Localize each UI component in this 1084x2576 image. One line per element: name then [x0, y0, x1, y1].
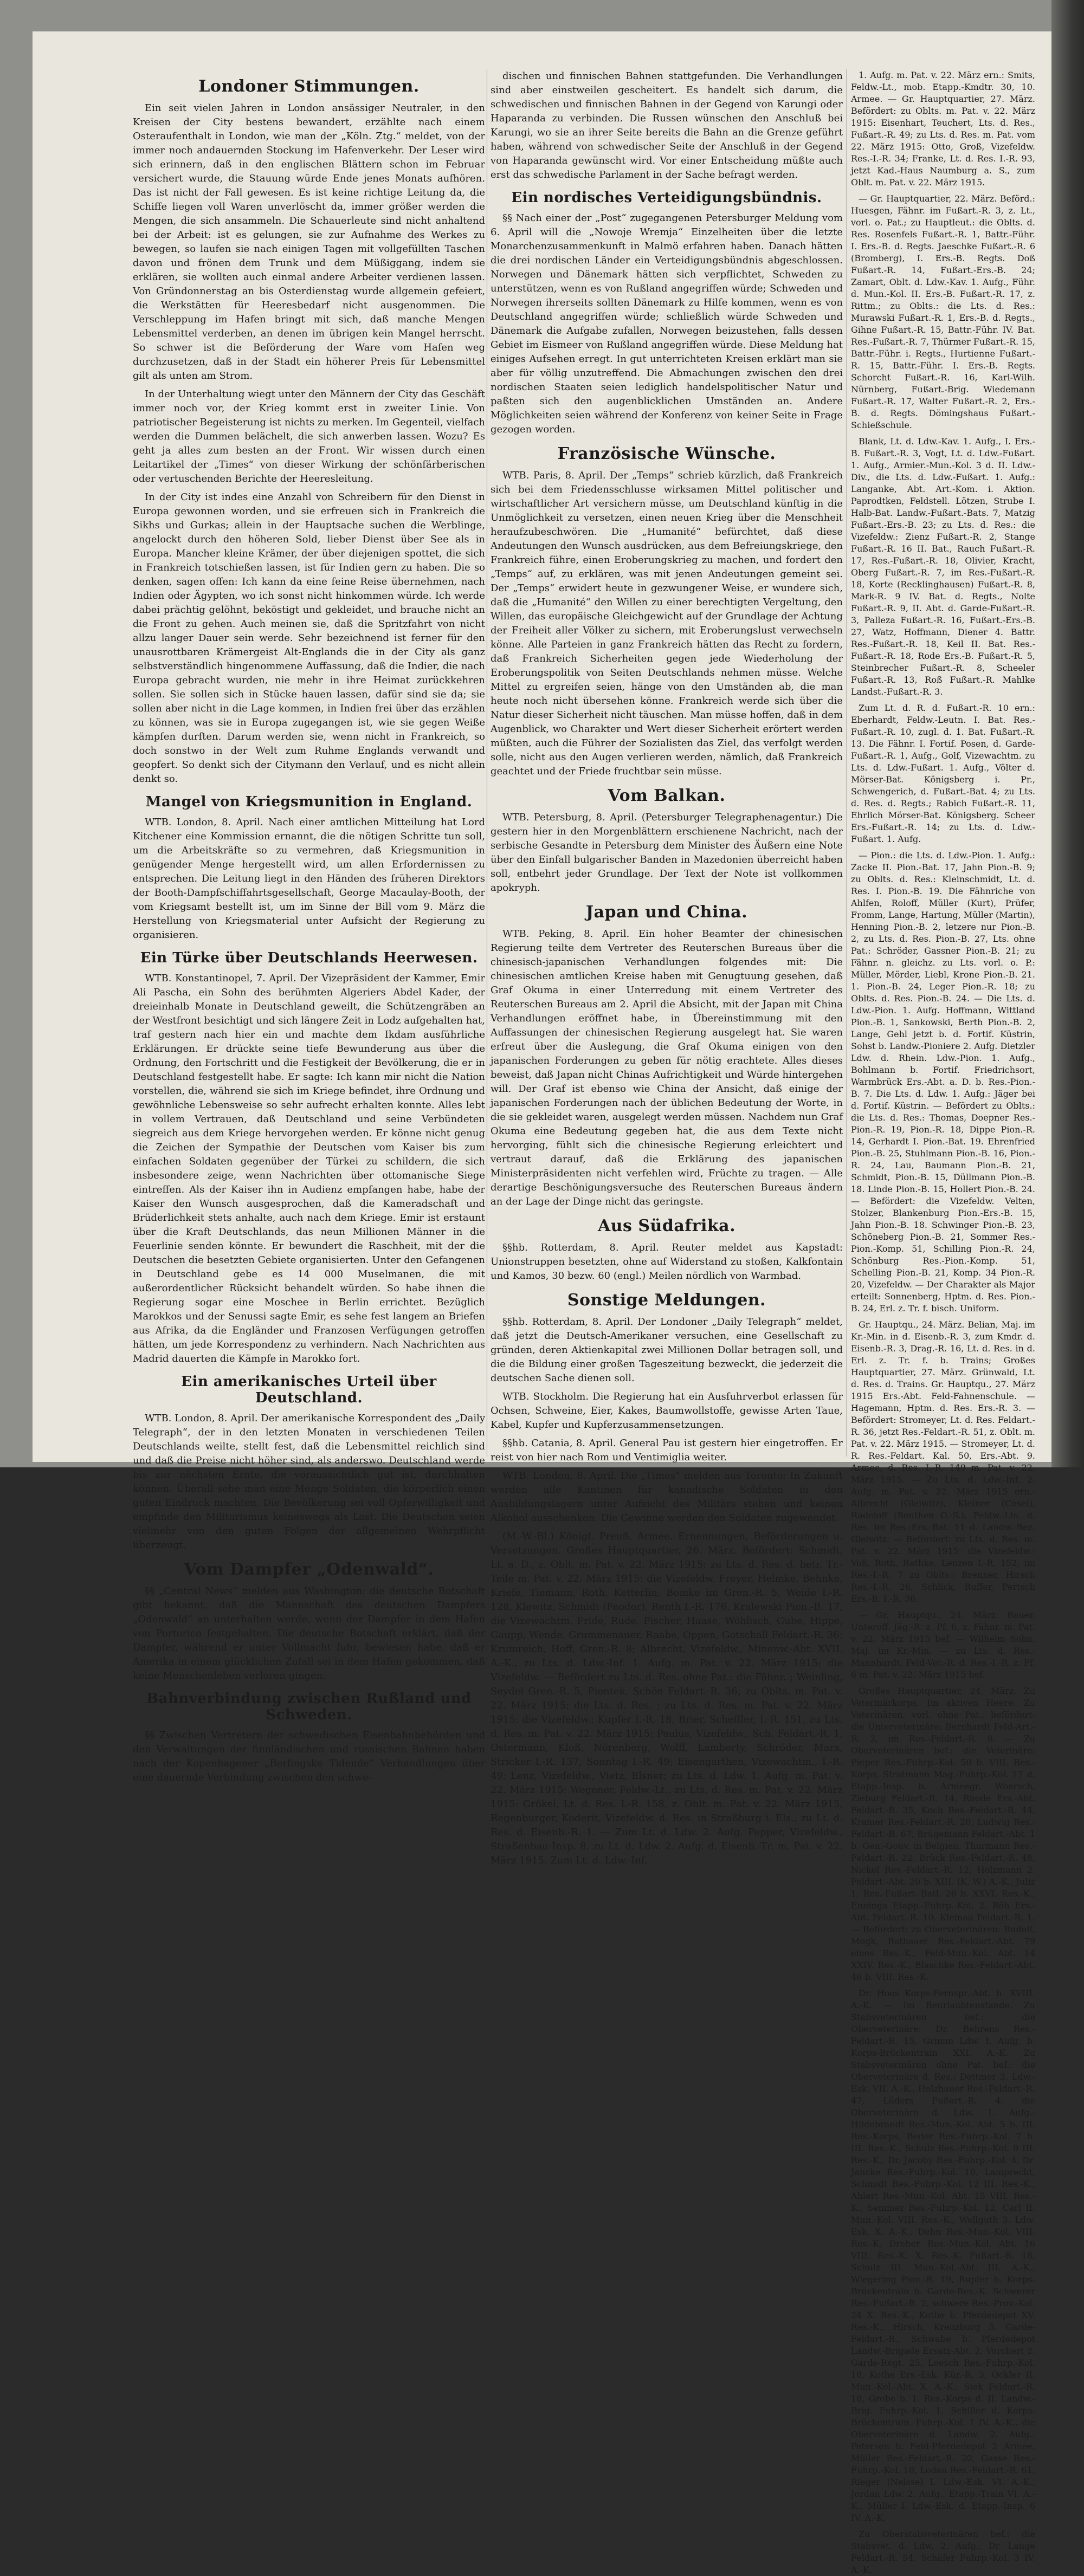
article-paragraph: §§ Zwischen Vertretern der schwedischen Eisenbahnbehörden und den Verwaltungen der finnländischen und russischen Bahnen haben nach der Kopenhagener „Berlingske Tidende“ Verhandlungen über eine dauernde Verbindung zwischen den schwe- [133, 1730, 485, 1783]
article-headline: Bahnverbindung zwischen Rußland und Schweden. [146, 1691, 472, 1723]
article-headline: Japan und China. [585, 903, 748, 922]
article-paragraph: Ein seit vielen Jahren in London ansässiger Neutraler, in den Kreisen der City bestens bewandert, erzählte nach einem Osteraufenthalt in London, wie man der „Köln. Ztg.“ meldet, von der immer noch andauernden Stockung im Hafenverkehr. Der Leser wird sich erinnern, daß in den englischen Blättern schon im Februar versichert wurde, die Stauung würde Ende jenes Monats aufhören. Das ist nicht der Fall gewesen. Es ist keine richtige Leitung da, die Schiffe liegen voll Waren unverlöscht da, immer größer werden die Mengen, die sich ansammeln. Die Schauerleute sind nicht anhaltend bei der Arbeit: ist es gelungen, sie zur Aufnahme des Werkes zu bewegen, so laufen sie nach einigen Tagen mit vollgefüllten Taschen davon und frönen dem Trunk und dem Müßiggang, indem sie erklären, sie wollten auch einmal andere Arbeiter verdienen lassen. Von Gründonnerstag an bis Osterdienstag wurde allgemein gefeiert, die Werkstätten für Heeresbedarf nicht ausgenommen. Die Verschleppung im Hafen bringt mit sich, daß manche Mengen Lebensmittel verderben, an denen im übrigen kein Mangel herrscht. So schwer ist die Beförderung der Ware vom Hafen weg durchzusetzen, daß in der Stadt ein höherer Preis für Lebensmittel gilt als unten am Strom. [133, 102, 485, 381]
article-paragraph: §§hb. Catania, 8. April. General Pau ist gestern hier eingetroffen. Er reist von hier nach Rom und Ventimiglia weiter. [491, 1438, 843, 1463]
column-1 [133, 69, 485, 1783]
book-binding-edge [1051, 0, 1084, 1467]
article-paragraph: WTB. Petersburg, 8. April. (Petersburger Telegraphenagentur.) Die gestern hier in den Morgenblättern erschienene Nachricht, nach der serbische Gesandte in Petersburg dem Minister des Äußern eine Note über den Einfall bulgarischer Banden in Mazedonien überreicht haben soll, entbehrt jeder Grundlage. Der Text der Note ist vollkommen apokryph. [491, 812, 843, 894]
article-headline: Mangel von Kriegsmunition in England. [145, 794, 473, 810]
article-headline: Vom Balkan. [608, 786, 726, 805]
article-headline: Aus Südafrika. [597, 1216, 736, 1235]
military-notice-paragraph: — Gr. Hauptqu., 24. März. Bauer, Unteroff. Jäg.-R. z. Pf. 6, z. Fähnr. m. Pat. v. 22. März 1915 bef. — Wilhelm Sohn, Maj. im Kr.-Min. — zu Lts. d. Res.: Mannhardt, Feld-Vet.-R. d. Res.-I.-R. z. Pf. 6 m. Pat. v. 22. März 1915 bef. [851, 1610, 1035, 1680]
military-notice-paragraph: Zum Lt. d. R. d. Fußart.-R. 10 ern.: Eberhardt, Feldw.-Leutn. I. Bat. Res.-Fußart.-R. 10, zugl. d. 1. Bat. Fußart.-R. 13. Die Fähnr. I. Fortif. Posen, d. Garde-Fußart.-R. 1, Aufg., Golf, Vizewachtm. zu Lts. d. Ldw.-Fußart. 1. Aufg., Völter d. Mörser-Bat. Königsberg i. Pr., Schwengerich, d. Fußart.-Bat. 4; zu Lts. d. Res. d. Regts.; Rabich Fußart.-R. 11, Ehrlich Mörser-Bat. Königsberg. Scheer Ers.-Fußart.-R. 14; zu Lts. d. Ldw.-Fußart. 1. Aufg. [851, 703, 1035, 844]
article [133, 77, 485, 786]
article [133, 794, 485, 942]
military-notice-paragraph: Blank, Lt. d. Ldw.-Kav. 1. Aufg., I. Ers.-B. Fußart.-R. 3, Vogt, Lt. d. Ldw.-Fußart. 1. Aufg., Armier.-Mun.-Kol. 3 d. II. Ldw.-Div., die Lts. d. Ldw.-Fußart. 1. Aufg.: Langanke, Abt. Art.-Kom. i. Aktion. Paprodtken, Feldstell. Lötzen, Strube I. Halb-Bat. Landw.-Fußart.-Bats. 7, Matzig Fußart.-Ers.-B. 23; zu Lts. d. Res.: die Vizefeldw.: Zienz Fußart.-R. 2, Stange Fußart.-R. 16 II. Bat., Rauch Fußart.-R. 17, Res.-Fußart.-R. 18, Olivier, Kracht, Oberg Fußart.-R. 7, im Res.-Fußart.-R. 18, Korte (Recklinghausen) Fußart.-R. 8, Mark-R. 9 IV. Bat. d. Regts., Nolte Fußart.-R. 9, II. Abt. d. Garde-Fußart.-R. 3, Palleza Fußart.-R. 16, Fußart.-Ers.-B. 27, Watz, Hoffmann, Diener 4. Battr. Res.-Fußart.-R. 18, Keil II. Bat. Res.-Fußart.-R. 18, Rode Ers.-B. Fußart.-R. 5, Steinbrecher Fußart.-R. 8, Scheeler Fußart.-R. 13, Roß Fußart.-R. Mahlke Landst.-Fußart.-R. 3. [851, 436, 1035, 697]
article-paragraph: WTB. Peking, 8. April. Ein hoher Beamter der chinesischen Regierung teilte dem Vertreter des Reuterschen Bureaus über die chinesisch-japanischen Verhandlungen folgendes mit: Die chinesischen amtlichen Kreise haben mit Genugtuung gesehen, daß Graf Okuma in einer Unterredung mit einem Vertreter des Reuterschen Bureaus am 2. April die Absicht, mit der Japan mit China Verhandlungen eröffnet habe, in Übereinstimmung mit den Auffassungen der chinesischen Regierung ausgelegt hat. Sie waren erfreut über die Auslegung, die Graf Okuma einigen von den japanischen Forderungen zu geben für nötig erachtete. Alles dieses beweist, daß Japan nicht Chinas Aufrichtigkeit und Würde hintergehen will. Der Graf ist ebenso wie China der Ansicht, daß einige der japanischen Forderungen nach der üblichen Bedeutung der Worte, in die sie gekleidet waren, ausgelegt werden müssen. Nachdem nun Graf Okuma eine Bedeutung gegeben hat, die aus dem Texte nicht hervorging, fühlt sich die chinesische Regierung erleichtert und vertraut darauf, daß die Erklärung des japanischen Ministerpräsidenten nicht verfehlen wird, Früchte zu tragen. — Alle derartige Beschönigungsversuche des Reuterschen Bureaus ändern an der Lage der Dinge nicht das geringste. [491, 928, 843, 1207]
article-paragraph: (M.-W.-Bl.) Königl. Preuß. Armee. Ernennungen, Beförderungen u. Versetzungen. Großes Hauptquartier, 26. März. Befördert: Schmidt, Lt. a. D., z. Oblt. m. Pat. v. 22. März 1915; zu Lts. d. Res. d. betr. Tr.-Teile m. Pat. v. 22. März 1915: die Vizefeldw. Freyer, Helmke, Behnke, Kriefe, Tiemann, Roth, Ketterlin, Bomke im Gren.-R. 5, Weide I.-R. 128, Klewitz, Schmidt (Feodor), Renth I.-R. 176, Kralewski Pion.-B. 17, die Vizewachtm. Fride, Rude, Fischer, Haase, Wöhlisch, Gube, Hippe, Gaupp, Wende, Grummenauer, Raabe, Oppen, Gotschall Feldart.-R. 36; Krumreich, Hoff, Gren.-R. 8; Albrecht, Vizefeldw., Minenw.-Abt. XVII. A.-K., zu Lts. d. Ldw.-Inf. 1. Aufg. m. Pat. v. 22. März 1915: die Vizefeldw. — Befördert zu Lts. d. Res. ohne Pat.: die Fähnr. ; Weinling, Seydel Gren.-R. 5, Piontek, Schön Feldart.-R. 36; zu Oblts. m. Pat. v. 22. März 1915: die Lts. d. Res. ; zu Lts. d. Res. m. Pat. v. 22. März 1915: die Vizefeldw.; Kupfer I.-R. 18, Brier, Scheffler, I.-R. 151, zu Lts. d. Res. m. Pat. v. 22. März 1915: Paulus, Vizefeldw., Sch. Feldart.-R. 1, Ostermann, Kloß, Nörenberg, Wolff, Lamberty, Schröder, Marx, Stricker I.-R. 137, Sonntag I.-R. 49; Eisengarthen, Vizewachtm., I.-R. 49; Lenz, Vizefeldw., Vietz, Elsner; zu Lts. d. Ldw. 1. Aufg. m. Pat. v. 22. März 1915: Wegener, Feldw.-Lt., zu Lts. d. Res. m. Pat. v. 22. März 1915: Grökel, Lt. d. Res. I.-R. 158, z. Oblt. m. Pat. v. 22. März 1915, Regenburger, Koderit, Vizefeldw. d. Res. in Straßburg i. Els., zu Lt. d. Res. d. Eisenb.-R. 1. — Zum Lt. d. Ldw. 2. Aufg. Pepper, Vizefeldw., Straßenbau-Insp. 8, zu Lt. d. Ldw. 2. Aufg. d. Eisenb.-Tr. m. Pat. v. 22. März 1915. Zum Lt. d. Ldw.-Inf. [491, 1531, 843, 1866]
article-paragraph: WTB. Stockholm. Die Regierung hat ein Ausfuhrverbot erlassen für Ochsen, Schweine, Eier, Kakes, Baumwollstoffe, gewisse Arten Taue, Kabel, Kupfer und Kupferzusammensetzungen. [491, 1391, 843, 1431]
article-headline: Ein nordisches Verteidigungsbündnis. [511, 190, 822, 206]
article-paragraph: WTB. Konstantinopel, 7. April. Der Vizepräsident der Kammer, Emir Ali Pascha, ein Sohn des berühmten Algeriers Abdel Kader, der dreieinhalb Monate in Deutschland geweilt, die Schützengräben an der Westfront besichtigt und sich längere Zeit in Lodz aufgehalten hat, traf gestern nach hier ein und machte dem Ikdam ausführliche Erklärungen. Er drückte seine tiefe Bewunderung aus über die Ordnung, den Fortschritt und die Festigkeit der Bevölkerung, die er in Deutschland festgestellt habe. Er sagte: Ich kann mir nicht die Nation vorstellen, die, während sie sich im Kriege befindet, ihre Ordnung und gewöhnliche Lebensweise so sehr aufrecht erhalten konnte. Alles lebt in vollem Vertrauen, daß Deutschland und seine Verbündeten siegreich aus dem Kriege hervorgehen werden. Er könne nicht genug die Zeichen der Sympathie der Deutschen vom Kaiser bis zum einfachen Soldaten gegenüber der Türkei zu schildern, die sich insbesondere zeige, wenn Nachrichten über ottomanische Siege eintreffen. Als der Kaiser ihn in Audienz empfangen habe, habe der Kaiser den Wunsch ausgesprochen, daß die Kameradschaft und Brüderlichkeit stets anhalte, auch nach dem Kriege. Emir ist erstaunt über die Kraft Deutschlands, das neun Millionen Männer in die Feuerlinie senden könnte. Er bewundert die Raschheit, mit der die Deutschen die besetzten Gebiete organisierten. Unter den Gefangenen in Deutschland gebe es 14 000 Muselmanen, die mit außerordentlicher Rücksicht behandelt würden. So habe ihnen die Regierung sogar eine Moschee in Berlin errichtet. Bezüglich Marokkos und der Senussi sagte Emir, es sehe fest langem an Briefen aus Afrika, da die Engländer und Franzosen Verfügungen getroffen hätten, um jede Korrespondenz zu verhindern. Nach Nachrichten aus Madrid dauerten die Kämpfe in Marokko fort. [133, 973, 485, 1364]
article-paragraph: §§ „Central News“ melden aus Washington: die deutsche Botschaft gibt bekannt, daß die Mannschaft des deutschen Dampfers „Odenwald“ an unterhalten werde, wenn der Dampfer in dem Hafen von Portorico festgehalten. Die deutsche Botschaft erklärt, daß der Dampfer, während er unter Vollmacht fuhr, bewiesen habe, daß er Amerika in einem glücklichen Zufall sei in dem Hafen gekommen, daß keine Menschenleben verloren gingen. [133, 1585, 485, 1681]
newspaper-page [33, 31, 1057, 2575]
article [133, 950, 485, 1366]
article [491, 1291, 843, 1868]
military-notice-paragraph: 1. Aufg. m. Pat. v. 22. März ern.: Smits, Feldw.-Lt., mob. Etapp.-Kmdtr. 30, 10. Armee. — Gr. Hauptquartier, 27. März. Befördert: zu Oblts. m. Pat. v. 22. März 1915: Eisenhart, Teuchert, Lts. d. Res., Fußart.-R. 49; zu Lts. d. Res. m. Pat. vom 22. März 1915: Otto, Groß, Vizefeldw. Res.-I.-R. 34; Franke, Lt. d. Res. I.-R. 93, jetzt Kad.-Haus Naumburg a. S., zum Oblt. m. Pat. v. 22. März 1915. [851, 70, 1035, 187]
military-notice-paragraph: Großes Hauptquartier, 24. März. Zu Veterinärkorps. Im aktiven Heere. Zu Veterinären, vorl. ohne Pat., befördert: die Unterveterinäre: Bernhardt Feld-Art.-R. 2, im Res.-Feldart.-R. 8. — Zu Oberveterinären bef.: die Veterinäre: Pieper Res.-Fuhrp.-Kol. 50 b. VIII. Res.-Korps, Stratmann Mag.-Fuhrp.-Kol. 17 d. Etapp.-Insp. b. Armeegr. Woersch, Zieburg Feldart.-R. 14, Rhode Ers.-Abt. Feldart.-R. 35, Koch Res.-Feldart.-R. 44, Kramer Res.-Feldart.-R. 20, Ludwig Res.-Feldart.-R. 67, Brügemann Feldart.-Abt. 1 b. Gen.-Gouv. in Belgien, Thurmann Res.-Feldart.-R. 22, Brück Res.-Feldart.-R. 48, Nickel Res.-Feldart.-R. 12, Holzmann 2. Feldart.-Abt. 20 b. XIII. (K. W.) A.-K., Juliz 1, Res.-Fußart.-Batl. 26 b. XXVI. Res.-K., Enninga Etapp.-Fuhrp.-Kol. 2, Röh Ers.-Abt. Feldart.-R. 10, Kleinau Feldart.-R. 1. — Befördert: zu Oberveterinären: Rudolf, Mogk, Bathauer Res.-Feldart.-Abt. 79 eines Res.-K., Feld-Mun.-Kol. Abt. 14 XXIV. Res.-K., Blaschke Res.-Feldart.-Abt. 46 b. VIII. Res.-K. [851, 1686, 1035, 1982]
column-2 [491, 69, 843, 1866]
military-notice-paragraph: — Gr. Hauptquartier, 22. März. Beförd.: Huesgen, Fähnr. im Fußart.-R. 3, z. Lt., vorl. o. Pat.; zu Hauptleut.: die Oblts. d. Res. Rosenfels Fußart.-R. 1, Battr.-Führ. I. Ers.-B. d. Regts. Jaeschke Fußart.-R. 6 (Bromberg), I. Ers.-B. Regts. Doß Fußart.-R. 14, Fußart.-Ers.-B. 24; Zamart, Oblt. d. Ldw.-Kav. 1. Aufg., Führ. d. Mun.-Kol. II. Ers.-B. Fußart.-R. 17, z. Rittm.; zu Oblts.: die Lts. d. Res.: Murawski Fußart.-R. 1, Ers.-B. d. Regts., Gihne Fußart.-R. 15, Battr.-Führ. IV. Bat. Res.-Fußart.-R. 7, Thürmer Fußart.-R. 15, Battr.-Führ. i. Regts., Hurtienne Fußart.-R. 15, Battr.-Führ. I. Ers.-B. Regts. Schorcht Fußart.-R. 16, Karl-Wilh. Nürnberg, Fußart.-Brig. Wiedemann Fußart.-R. 17, Walter Fußart.-R. 2, Ers.-B. d. Regts. Dömingshaus Fußart.-Schießschule. [851, 193, 1035, 430]
article-paragraph: WTB. London, 8. April. Der amerikanische Korrespondent des „Daily Telegraph“, der in den letzten Monaten in verschiedenen Teilen Deutschlands weilte, stellt fest, daß die Lebensmittel reichlich sind und daß die Preise nicht höher sind, als anderswo. Deutschland werde bis zur nächsten Ernte, die voraussichtlich gut ist, durchhalten können. Überall sehe man eine Menge Soldaten, die körperlich einen guten Eindruck machten. Die Bevölkerung sei voll Opferwilligkeit und empfinde den Militarismus keineswegs als Last. Die Deutschen seien vielmehr von den guten Folgen der allgemeinen Wehrpflicht überzeugt. [133, 1413, 485, 1551]
article [491, 786, 843, 895]
column-3 [851, 69, 1035, 2575]
article-headline: Ein amerikanisches Urteil über Deutschland. [181, 1374, 437, 1406]
article-headline: Französische Wünsche. [557, 444, 776, 463]
military-notice-paragraph: Zu Oberstabsveterinären bef.: die Stabsvet. d. Ldw. 2. Aufg.: Dr. Lange Feldart.-R. 54, Schäfer Fuhrp.-Kol. 3 IV. A.-K. [851, 2529, 1035, 2575]
article-paragraph: §§hb. Rotterdam, 8. April. Der Londoner „Daily Telegraph“ meldet, daß jetzt die Deutsch-Amerikaner versuchen, eine Gesellschaft zu gründen, deren Aktienkapital zwei Millionen Dollar betragen soll, und die die Bildung einer großen Tageszeitung bezweckt, die jederzeit die deutschen Sache dienen soll. [491, 1316, 843, 1384]
article-paragraph: WTB. Paris, 8. April. Der „Temps“ schrieb kürzlich, daß Frankreich sich bei dem Friedensschlusse wirksamen Mittel politischer und wirtschaftlicher Art versichern müsse, um Deutschland künftig in die Unmöglichkeit zu versetzen, einen neuen Krieg über die Menschheit heraufzubeschwören. Die „Humanité“ befürchtet, daß diese Andeutungen den Wunsch ausdrücken, aus dem Befreiungskriege, den Frankreich führe, einen Eroberungskrieg zu machen, und fordert den „Temps“ auf, zu erklären, was mit jenen Andeutungen gemeint sei. Der „Temps“ erwidert heute in gezwungener Weise, er wundere sich, daß die „Humanité“ den Willen zu einer berechtigten Vergeltung, den Willen, das europäische Gleichgewicht auf der Grundlage der Achtung der Freiheit aller Völker zu sichern, mit Eroberungslust verwechseln könne. Alle Parteien in ganz Frankreich hätten das Recht zu fordern, daß Frankreich Sicherheiten gegen jede Wiederholung der Eroberungspolitik von Seiten Deutschlands nehmen müsse. Welche Mittel zu ergreifen seien, hänge von den Umständen ab, die man heute noch nicht übersehen könne. Frankreich werde sich über die Natur dieser Sicherheit nicht täuschen. Man müsse hoffen, daß in dem Augenblick, wo Charakter und Wert dieser Sicherheit erörtert werden müßten, auch die Führer der Sozialisten das Ziel, das verfolgt werden solle, nicht aus den Augen verlieren werden, nämlich, daß Frankreich geachtet und der Friede fruchtbar sein müsse. [491, 470, 843, 777]
article [133, 1691, 485, 1785]
military-notice-paragraph: — Pion.: die Lts. d. Ldw.-Pion. 1. Aufg.: Zacke II. Pion.-Bat. 17, Jahn Pion.-B. 9; zu Oblts. d. Res.: Kleinschmidt, Lt. d. Res. I. Pion.-B. 19. Die Fähnriche von Ahlfen, Roloff, Müller (Kurt), Prüfer, Fromm, Lange, Hartung, Müller (Martin), Henning Pion.-B. 2, letzere nur Pion.-B. 2, zu Lts. d. Res. Pion.-B. 27, Lts. ohne Pat.: Schröder, Gassner Pion.-B. 21; zu Fähnr. n. gleichz. zu Lts. vorl. o. P.: Müller, Mörder, Liebl, Krone Pion.-B. 21. 1. Pion.-B. 24, Leger Pion.-R. 18; zu Oblts. d. Res. Pion.-B. 24. — Die Lts. d. Ldw.-Pion. 1. Aufg. Hoffmann, Wittland Pion.-B. 1, Sankowski, Berth Pion.-B. 2, Lange, Gehl jetzt b. d. Fortif. Küstrin, Sohst b. Landw.-Pioniere 2. Aufg. Dietzler Ldw. d. Rhein. Ldw.-Pion. 1. Aufg., Bohlmann b. Fortif. Friedrichsort, Warmbrück Ers.-Abt. a. D. b. Res.-Pion.-B. 7. Die Lts. d. Ldw. 1. Aufg.: Jäger bei d. Fortif. Küstrin. — Befördert zu Oblts.: die Lts. d. Res.: Thomas, Doepner Res.-Pion.-R. 19, Pion.-R. 18, Dippe Pion.-R. 14, Gerhardt I. Pion.-Bat. 19. Ehrenfried Pion.-B. 25, Stuhlmann Pion.-B. 16, Pion.-R. 24, Lau, Baumann Pion.-B. 21, Schmidt, Pion.-B. 15, Düllmann Pion.-B. 18. Linde Pion.-B. 15, Hollert Pion.-B. 24. — Befördert: die Vizefeldw. Velten, Stolzer, Blankenburg Pion.-Ers.-B. 15, Jahn Pion.-B. 18. Schwinger Pion.-B. 23, Schöneberg Pion.-B. 21, Sommer Res.-Pion.-Komp. 51, Schilling Pion.-R. 24, Schönburg Res.-Pion.-Komp. 51, Schelling Pion.-B. 21, Komp. 34 Pion.-R. 20, Vizefeldw. — Der Charakter als Major erteilt: Sonnenberg, Hptm. d. Res. Pion.-B. 24, Erl. z. Tr. f. bisch. Uniform. [851, 850, 1035, 1313]
article-paragraph: §§hb. Rotterdam, 8. April. Reuter meldet aus Kapstadt: Unionstruppen besetzten, ohne auf Widerstand zu stoßen, Kalkfontain und Kamos, 30 bezw. 60 (engl.) Meilen nördlich von Warmbad. [491, 1242, 843, 1281]
article-paragraph: In der City ist indes eine Anzahl von Schreibern für den Dienst in Europa gewonnen worden, und sie erfreuen sich in Frankreich die Sikhs und Gurkas; allein in der Hauptsache suchen die Werblinge, angelockt durch den höheren Sold, lieber Dienst über See als in Europa. Mancher kleine Krämer, der über diejenigen spottet, die sich in Frankreich totschießen lassen, ist für Indien gern zu haben. Die so denken, sagen offen: Ich kann da eine feine Reise übernehmen, nach Indien oder Ägypten, wo ich sonst nicht hinkommen würde. Ich werde dabei prächtig gelöhnt, beköstigt und gekleidet, und brauche nicht an die Front zu gehen. Auch meinen sie, daß die Spritzfahrt von nicht allzu langer Dauer sein werde. Sehr bezeichnend ist ferner für den unausrottbaren Krämergeist Alt-Englands die in der City als ganz selbstverständlich hingenommene Auffassung, daß die Indier, die nach Europa gebracht wurden, nie mehr in ihre Heimat zurückkehren sollen. Sie sollen sich in Stücke hauen lassen, dafür sind sie da; sie sollen aber nicht in die Lage kommen, in Indien frei über das erzählen zu können, was sie in Europa zugegangen ist, wie sie gegen Weiße kämpfen durften. Darum werden sie, wenn nicht in Frankreich, so doch sonstwo in der Welt zum Ruhme Englands verwandt und geopfert. So denkt sich der Citymann den Verlauf, und es nicht allein denkt so. [133, 491, 485, 785]
article-headline: Ein Türke über Deutschlands Heerwesen. [140, 950, 478, 966]
article [133, 1560, 485, 1683]
military-notice-paragraph: Gr. Hauptqu., 24. März. Belian, Maj. im Kr.-Min. in d. Eisenb.-R. 3, zum Kmdr. d. Eisenb.-R. 3, Drag.-R. 16, Lt. d. Res. in d. Erl. z. Tr. f. b. Trains; Großes Hauptquartier, 27. März. Grünwald, Lt. d. Res. d. Trains. Gr. Hauptqu., 27. März 1915 Ers.-Abt. Feld-Fahnenschule. — Hagemann, Hptm. d. Res. Ers.-R. 3. — Befördert: Stromeyer, Lt. d. Res. Feldart.-R. 36, jetzt Res.-Feldart.-R. 51, z. Oblt. m. Pat. v. 22. März 1915. — Stromeyer, Lt. d. R. Res.-Feldart. Kal. 50, Ers.-Abt. 9. Armee, d. Res. I.-R. 149 m. Pat. v. 22. März 1915. — Zu Lts. d. Ldw.-Inf. 2. Aufg. m. Pat. v. 22. März 1915 ern.: Albrecht (Gleiwitz), Kleiner (Cosel), Radeloff (Beuthen O.-S.), Feldw.-Lts. d. Res. im Res.-Ers.-Bat. 11 d. Landw.-Bez. Gleiwitz. — Befördert: zu Lts. d. Res. m. Pat. v. 22. März 1915: die Vizefeldw.: Voß, Roth, Rathke, Lenzen I.-R. 152, im Res.-I.-R. 7 zu Oblts.: Brenner, Hirsch Res.-I.-R. 26, Schlick, Ruffer, Pertsch Ers.-B. I.-R. 36. [851, 1319, 1035, 1604]
article-headline: Sonstige Meldungen. [567, 1291, 766, 1310]
article-paragraph: In der Unterhaltung wiegt unter den Männern der City das Geschäft immer noch vor, der Krieg kommt erst in zweiter Linie. Von patriotischer Begeisterung ist nichts zu merken. Im Gegenteil, vielfach werden die Dummen belächelt, die sich anwerben lassen. Wozu? Es geht ja alles zum besten an der Front. Wir wissen durch einen Leitartikel der „Times“ von dieser Wirkung der schönfärberischen oder vertuschenden Berichte der Heeresleitung. [133, 389, 485, 484]
article-paragraph: §§ Nach einer der „Post“ zugegangenen Petersburger Meldung vom 6. April will die „Nowoje Wremja“ Einzelheiten über die letzte Monarchenzusammenkunft in Malmö erfahren haben. Danach hätten die drei nordischen Länder ein Verteidigungsbündnis abgeschlossen. Norwegen und Dänemark hätten sich verpflichtet, Schweden zu unterstützen, wenn es von Rußland angegriffen würde; Schweden und Norwegen ihrerseits sollten Dänemark zu Hilfe kommen, wenn es von Deutschland angegriffen würde; schließlich würde Schweden und Dänemark die Aufgabe zufallen, Norwegen beizustehen, falls dessen Gebiet im Eismeer von Rußland angegriffen würde. Diese Meldung hat einiges Aufsehen erregt. In gut unterrichteten Kreisen erklärt man sie aber für völlig unzutreffend. Die Abmachungen zwischen den drei nordischen Staaten seien lediglich handelspolitischer Natur und paßten sich den augenblicklichen Umständen an. Andere Möglichkeiten seien während der Konferenz von keiner Seite in Frage gezogen worden. [491, 212, 843, 435]
article [133, 1374, 485, 1552]
article [491, 69, 843, 182]
military-notice-paragraph: Dr. Hoos Korps-Fernspr.-Abt. b. XVIII. A.-K. — Im Beurlaubtenstande. Zu Stabsveterinären bef.: die Oberveterinäre: Dr. Behrens Res.-Feldart.-R. 15, Grimm Ldw. I. Aufg. b. Korps-Brückentrain XXI. A.-K. Zu Stabsveterinären ohne Pat. bef.: die Oberveterinäre d. Res.: Dettmer 3. Ldw.-Esk. VII. A.-K., Holzhauer Res.-Feldart.-R. 47, Lüders Fußart.-R. 4, die Oberveterinäre d. Ldw. 1. Aufg.: Hildebrandt Res.-Mun.-Kol. Abt. 5 b. III. Res.-Korps, Beder Res.-Fuhrp.-Kol. 7 b. III. Res.-K., Schulz Res.-Fuhrp.-Kol. 9 III. Res.-K., Dr. Jacoby Res.-Fuhrp.-Kol. 4, Dr. Jancke Res.-Fuhrp.-Kol. 10, Lamprecht, Schmidt Res.-Fuhrp.-Kol. 12 III. Res.-K., Ahlert Res.-Mun.-Kol. Abt. 15 VIII. Res.-K., Semmer Res.-Fuhrp.-Kol. 12, Carl II. Mun.-Kol. VIII. Res.-K., Wellguth 3. Ldw. Esk. X. A.-K., Dehn Res.-Mun.-Kol. VIII. Res.-K. Dreher Res.-Mun.-Kol. Abt. 16 VIII. Res.-K. X. Res.-K. Fußart.-R. 18, Schulz III. Mun.-Kol.-Abt. III. A.-K., Wiegering Pion.-R. 19, Rupfer b. Korps-Brückentrain b. Garde-Res.-K. Schwerer Res.-Fußart.-R. 2, schwere Res.-Prov.-Kol. 24 X. Res.-K., Kothe b. Pferdedepot XV. Res.-K., Hirsch, Kreuzburg 5. Garde-Feldart.-R., Schwabe b. Pferdedepot Landw.-Brigade Ersatz-Abt. 2, Vorchert 2. Garde-Regt. 25, Loesch Res.-Fuhrp.-Kol. 10, Kothe Ers.-Esk. Kür.-R. 3, Ockler II. Mun.-Kol.-Abt. X. A.-K., Siek Feldart.-R. 18, Grobe b. 1. Res.-Korps d. II. Landw.-Brig. Fuhrp.-Kol. 1, Schiller d. Korps-Brückentrain. Fuhrp.-Kol. 1 IV. A.-K., die Oberveterinäre d. Landw. 2. Aufg.: Petersen b. Feld-Pferdedepot 2 Armee, Müller Res.-Feldart.-R. 20, Gasse Res.-Fuhrp.-Kol. 10, Lodau Res.-Feldart.-R. 61, Rieger (Neisse) I. Ldw.-Esk. VI. A.-K., Jordan Ldw. 2. Aufg., Etapp.-Train VI. A.-K., Müller I. Ldw.-Esk. d. Etapp.-Insp. 6 IV. A.-K. [851, 1988, 1035, 2523]
article-paragraph: dischen und finnischen Bahnen stattgefunden. Die Verhandlungen sind aber einstweilen gescheitert. Es handelt sich darum, die schwedischen und finnischen Bahnen in der Gegend von Karungi oder Haparanda zu verbinden. Die Russen wünschen den Anschluß bei Karungi, wo sie an ihrer Seite bereits die Bahn an die Grenze geführt haben, während von schwedischer Seite der Anschluß in der Gegend von Haparanda gewünscht wird. Vor einer Entscheidung müßte auch erst das schwedische Parlament in der Sache befragt werden. [491, 70, 843, 180]
article [491, 1216, 843, 1283]
article-headline: Londoner Stimmungen. [198, 77, 420, 96]
article [491, 444, 843, 779]
article-paragraph: WTB. London, 8. April. Nach einer amtlichen Mitteilung hat Lord Kitchener eine Kommission ernannt, die die nötigen Schritte tun soll, um die Arbeitskräfte so zu vermehren, daß Kriegsmunition in genügender Menge hergestellt wird, um allen Erfordernissen zu entsprechen. Die Leitung liegt in den Händen des früheren Direktors der Booth-Dampfschiffahrtsgesellschaft, George Macaulay-Booth, der vom Kriegsamt bestellt ist, um im Sinne der Bill vom 9. März die Herstellung von Kriegsmaterial unter Aufsicht der Regierung zu organisieren. [133, 817, 485, 941]
article-headline: Vom Dampfer „Odenwald“. [184, 1560, 434, 1579]
article [491, 190, 843, 437]
article [491, 903, 843, 1209]
article-paragraph: WTB. London, 8. April. Die „Times“ melden aus Toronto: In Zukunft werden alle Kantinen für kanadische Soldaten in den Ausbildungslagern unter Aufsicht des Militärs stehen und keinen Alkohol ausschenken. Die Gewinne werden den Soldaten zugewendet. [491, 1470, 843, 1524]
